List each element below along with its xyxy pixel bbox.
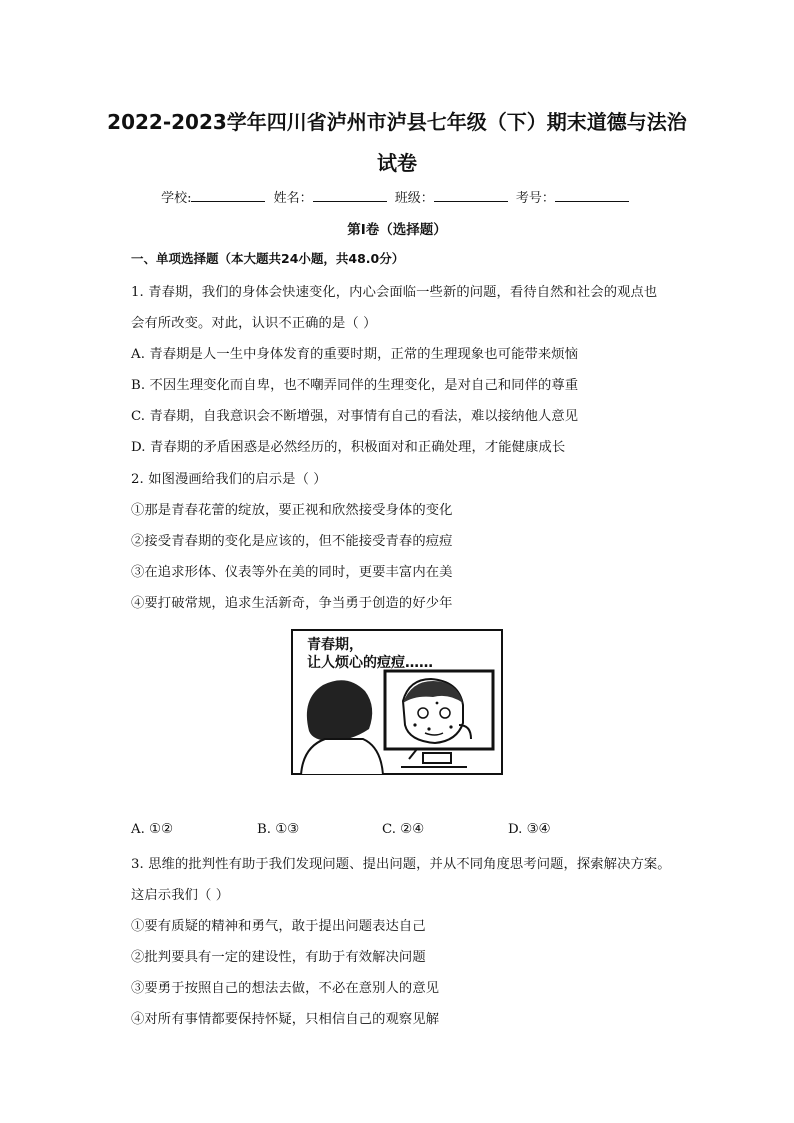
- q2-choice-c: C. ②④: [382, 822, 424, 837]
- comic-caption-line1: 青春期，: [307, 637, 363, 653]
- volume-heading: 第I卷（选择题）: [347, 222, 447, 238]
- class-label: 班级：: [394, 191, 434, 206]
- q1-option-d: D. 青春期的矛盾困惑是必然经历的，积极面对和正确处理，才能健康成长: [131, 440, 566, 455]
- q1-option-b: B. 不因生理变化而自卑，也不嘲弄同伴的生理变化，是对自己和同伴的尊重: [131, 378, 579, 393]
- q2-choice-b: B. ①③: [257, 822, 300, 837]
- student-info-row: [0, 187, 794, 206]
- q3-statement-2: ②批判要具有一定的建设性，有助于有效解决问题: [131, 950, 426, 965]
- exam-no-label: 考号：: [515, 191, 555, 206]
- q1-stem-line2: 会有所改变。对此，认识不正确的是（ ）: [131, 316, 377, 331]
- name-blank[interactable]: [313, 189, 387, 202]
- school-blank[interactable]: [191, 189, 265, 202]
- q2-statement-4: ④要打破常规，追求生活新奇，争当勇于创造的好少年: [131, 596, 453, 611]
- q3-statement-4: ④对所有事情都要保持怀疑，只相信自己的观察见解: [131, 1012, 440, 1027]
- q3-stem-line1: 3. 思维的批判性有助于我们发现问题、提出问题，并从不同角度思考问题，探索解决方案。: [131, 857, 671, 872]
- q2-choice-a: A. ①②: [131, 822, 173, 837]
- q3-statement-1: ①要有质疑的精神和勇气，敢于提出问题表达自己: [131, 919, 426, 934]
- q1-option-c: C. 青春期，自我意识会不断增强，对事情有自己的看法，难以接纳他人意见: [131, 409, 579, 424]
- exam-title-line2: 试卷: [377, 151, 417, 175]
- q2-choice-d: D. ③④: [508, 822, 551, 837]
- q1-stem-line1: 1. 青春期，我们的身体会快速变化，内心会面临一些新的问题，看待自然和社会的观点也: [131, 285, 658, 300]
- q2-stem: 2. 如图漫画给我们的启示是（ ）: [131, 472, 327, 487]
- q1-option-a: A. 青春期是人一生中身体发育的重要时期，正常的生理现象也可能带来烦恼: [131, 347, 579, 362]
- q3-stem-line2: 这启示我们（ ）: [131, 888, 230, 903]
- class-blank[interactable]: [434, 189, 508, 202]
- school-label: 学校:: [161, 191, 192, 206]
- q2-choices: [131, 822, 691, 840]
- q2-statement-1: ①那是青春花蕾的绽放，要正视和欣然接受身体的变化: [131, 503, 453, 518]
- comic-illustration: [291, 629, 503, 775]
- q2-statement-2: ②接受青春期的变化是应该的，但不能接受青春的痘痘: [131, 534, 453, 549]
- q3-statement-3: ③要勇于按照自己的想法去做，不必在意别人的意见: [131, 981, 440, 996]
- name-label: 姓名：: [273, 191, 313, 206]
- comic-caption-line2: 让人烦心的痘痘……: [307, 655, 433, 671]
- exam-title-line1: 2022-2023学年四川省泸州市泸县七年级（下）期末道德与法治: [107, 110, 687, 134]
- exam-no-blank[interactable]: [555, 189, 629, 202]
- q2-statement-3: ③在追求形体、仪表等外在美的同时，更要丰富内在美: [131, 565, 453, 580]
- section-heading: 一、单项选择题（本大题共24小题，共48.0分）: [131, 251, 405, 266]
